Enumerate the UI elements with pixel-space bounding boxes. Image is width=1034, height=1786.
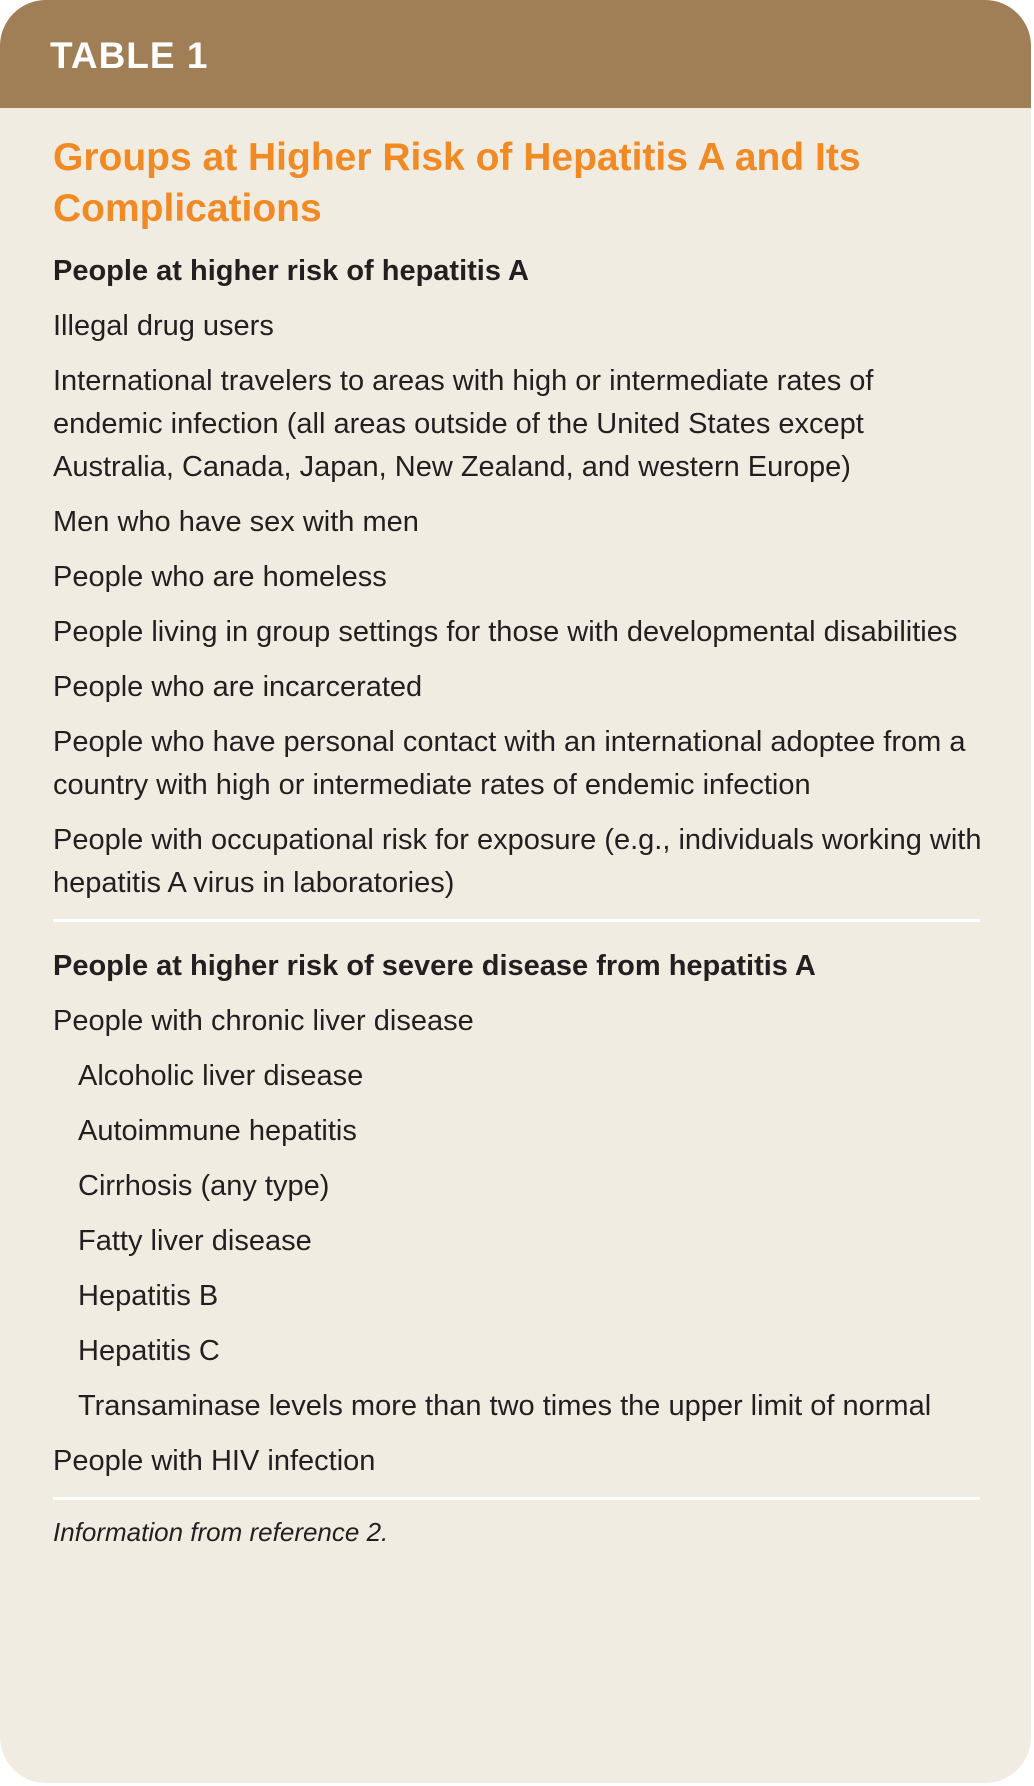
- list-item: People with occupational risk for exposure (e.g., individuals working with hepatitis A virus in laboratories): [53, 824, 982, 899]
- list-item: People who have personal contact with an international adoptee from a country with high or intermediate rates of endemic infection: [53, 726, 966, 801]
- section-risk-of-severe-disease: [53, 945, 983, 1483]
- list-subitem: Hepatitis B: [78, 1280, 219, 1312]
- table-header-bar: [0, 0, 1031, 108]
- list-subitem: Alcoholic liver disease: [78, 1060, 364, 1092]
- section-risk-of-hepatitis-a: [53, 250, 983, 905]
- list-item: Men who have sex with men: [53, 506, 419, 538]
- list-subitem: Transaminase levels more than two times the upper limit of normal: [78, 1390, 932, 1422]
- list-item: People who are homeless: [53, 561, 387, 593]
- list-subitem: Autoimmune hepatitis: [78, 1115, 357, 1147]
- list-subitem: Cirrhosis (any type): [78, 1170, 330, 1202]
- list-subitem: Hepatitis C: [78, 1335, 220, 1367]
- section-heading: People at higher risk of severe disease from hepatitis A: [53, 950, 816, 982]
- list-item: People with chronic liver disease: [53, 1005, 474, 1037]
- list-item: International travelers to areas with high or intermediate rates of endemic infection (all areas outside of the United States except Australia, Canada, Japan, New Zealand, and western Europe): [53, 365, 874, 483]
- list-item: Illegal drug users: [53, 310, 274, 342]
- table-title: Groups at Higher Risk of Hepatitis A and Its Complications: [53, 136, 861, 230]
- footer-divider: [53, 1497, 980, 1500]
- source-footnote: Information from reference 2.: [53, 1517, 389, 1547]
- list-item: People living in group settings for those with developmental disabilities: [53, 616, 958, 648]
- list-subitem: Fatty liver disease: [78, 1225, 312, 1257]
- list-item: People who are incarcerated: [53, 671, 423, 703]
- section-divider: [53, 919, 980, 922]
- table-content: [53, 250, 983, 1550]
- section-heading: People at higher risk of hepatitis A: [53, 255, 529, 287]
- list-item: People with HIV infection: [53, 1445, 376, 1477]
- table-label: TABLE 1: [50, 35, 209, 76]
